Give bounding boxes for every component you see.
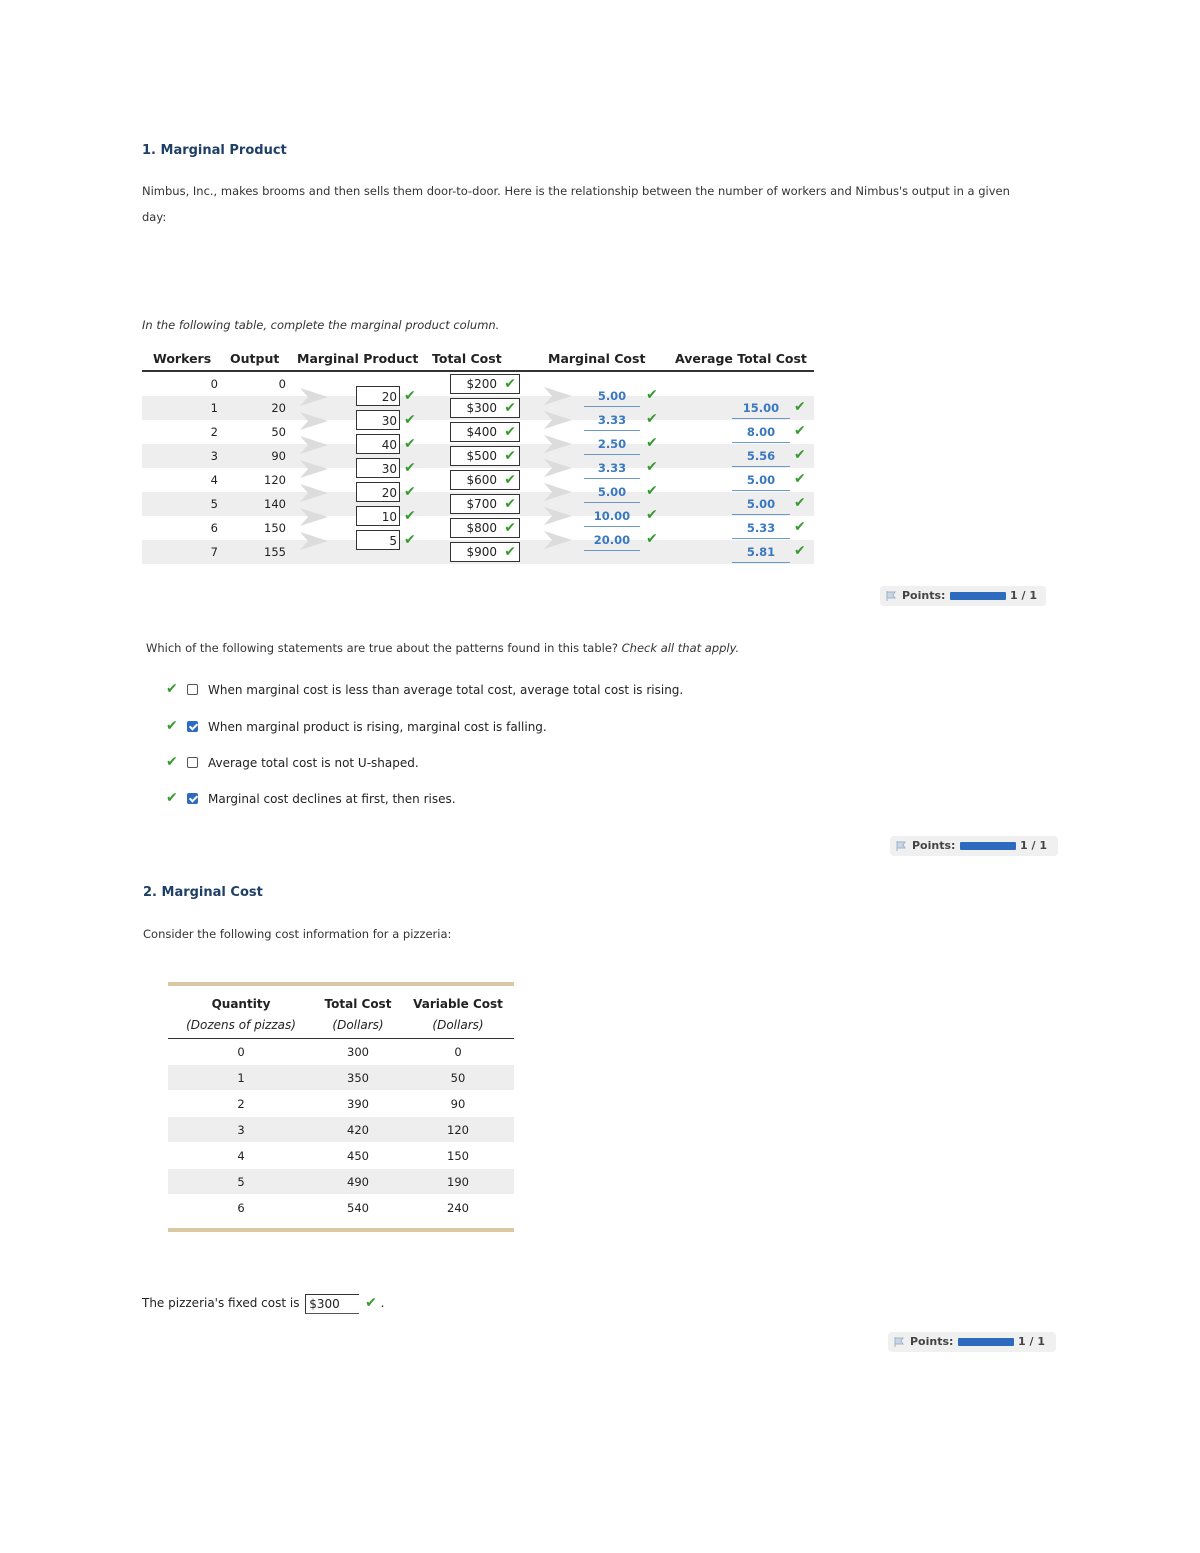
check-icon: ✔ [646,531,658,547]
table-bottom-border [168,1228,514,1232]
cell-output: 155 [264,545,286,559]
check-icon: ✔ [646,507,658,523]
cell-workers: 3 [210,449,218,463]
header-variable-cost-unit: (Dollars) [432,1018,484,1032]
cell-workers: 7 [210,545,218,559]
q1-question-text: Which of the following statements are true about the patterns found in this table? [146,641,618,655]
header-output: Output [230,351,280,366]
check-icon: ✔ [504,472,516,488]
q2-intro: Consider the following cost information for a pizzeria: [143,927,452,941]
points-bar [958,1338,1014,1346]
checkbox[interactable] [187,757,198,768]
check-icon: ✔ [166,790,178,806]
chevron-right-icon [298,530,332,552]
check-icon: ✔ [794,519,806,535]
marginal-cost-value[interactable]: 5.00 [584,481,640,503]
check-icon: ✔ [504,424,516,440]
cell-output: 140 [264,497,286,511]
cell-output: 50 [271,425,286,439]
answer-option-label: Marginal cost declines at first, then rises. [208,792,456,806]
total-cost-value: $300 [466,401,497,415]
chevron-right-icon [542,505,576,527]
header-variable-cost: Variable Cost [413,997,503,1011]
marginal-product-input[interactable]: 20 [356,386,400,406]
check-icon: ✔ [365,1295,377,1311]
cell-quantity: 1 [237,1071,245,1085]
total-cost-value: $400 [466,425,497,439]
check-icon: ✔ [794,471,806,487]
header-marginal-cost: Marginal Cost [548,351,646,366]
average-total-cost-value[interactable]: 5.00 [732,469,790,491]
header-total-cost-unit: (Dollars) [332,1018,384,1032]
header-quantity-unit: (Dozens of pizzas) [186,1018,296,1032]
cell-output: 120 [264,473,286,487]
points-score: 1 / 1 [1020,839,1047,852]
chevron-right-icon [298,386,332,408]
points-badge-1 [880,586,1046,606]
check-icon: ✔ [504,496,516,512]
q1-title: 1. Marginal Product [142,143,287,158]
cell-quantity: 4 [237,1149,245,1163]
q1-question [146,641,739,655]
cell-variable-cost: 240 [447,1201,469,1215]
fixed-cost-prefix: The pizzeria's fixed cost is [142,1296,300,1310]
check-icon: ✔ [794,423,806,439]
marginal-cost-value[interactable]: 20.00 [584,529,640,551]
check-icon: ✔ [404,412,416,428]
total-cost-value: $500 [466,449,497,463]
check-icon: ✔ [166,681,178,697]
cell-quantity: 6 [237,1201,245,1215]
check-icon: ✔ [794,543,806,559]
average-total-cost-value[interactable]: 8.00 [732,421,790,443]
marginal-product-table [142,348,814,569]
points-label: Points: [910,1335,954,1348]
flag-icon [894,1337,904,1347]
chevron-right-icon [298,506,332,528]
cell-workers: 1 [210,401,218,415]
points-label: Points: [912,839,956,852]
cell-variable-cost: 0 [454,1045,462,1059]
average-total-cost-value[interactable]: 5.00 [732,493,790,515]
total-cost-field [450,398,520,418]
check-icon: ✔ [646,459,658,475]
q1-instruction: In the following table, complete the marginal product column. [142,318,500,332]
points-badge-3 [888,1332,1056,1352]
q1-intro-line1: Nimbus, Inc., makes brooms and then sells them door-to-door. Here is the relationship between the number of workers and Nimbus's output in a given [142,184,1010,198]
fixed-cost-sentence [142,1292,385,1314]
average-total-cost-value[interactable]: 5.56 [732,445,790,467]
checkbox[interactable] [187,684,198,695]
marginal-cost-value[interactable]: 2.50 [584,433,640,455]
total-cost-field [450,542,520,562]
cell-output: 20 [271,401,286,415]
flag-icon [896,841,906,851]
total-cost-field [450,518,520,538]
q1-intro-line2: day: [142,210,167,224]
fixed-cost-suffix: . [380,1296,385,1310]
cell-quantity: 3 [237,1123,245,1137]
check-icon: ✔ [504,544,516,560]
points-score: 1 / 1 [1010,589,1037,602]
header-total-cost: Total Cost [432,351,502,366]
cell-total-cost: 390 [347,1097,369,1111]
cell-variable-cost: 150 [447,1149,469,1163]
answer-option-label: Average total cost is not U-shaped. [208,756,419,770]
average-total-cost-value[interactable]: 5.33 [732,517,790,539]
cell-total-cost: 420 [347,1123,369,1137]
cell-output: 90 [271,449,286,463]
marginal-product-input[interactable]: 10 [356,506,400,526]
check-icon: ✔ [504,520,516,536]
table-top-border [168,982,514,986]
chevron-right-icon [298,434,332,456]
cell-quantity: 5 [237,1175,245,1189]
chevron-right-icon [542,409,576,431]
total-cost-value: $200 [466,377,497,391]
cell-quantity: 0 [237,1045,245,1059]
check-icon: ✔ [404,460,416,476]
total-cost-field [450,470,520,490]
check-icon: ✔ [504,400,516,416]
fixed-cost-input[interactable]: $300 [305,1294,359,1314]
marginal-product-input[interactable]: 30 [356,458,400,478]
answer-option-label: When marginal cost is less than average total cost, average total cost is rising. [208,683,684,697]
pizzeria-cost-table [168,982,514,1234]
points-score: 1 / 1 [1018,1335,1045,1348]
cell-variable-cost: 190 [447,1175,469,1189]
chevron-right-icon [542,433,576,455]
cell-workers: 5 [210,497,218,511]
header-workers: Workers [153,351,212,366]
chevron-right-icon [298,482,332,504]
q2-title: 2. Marginal Cost [143,885,263,900]
cell-variable-cost: 90 [450,1097,466,1111]
check-icon: ✔ [404,388,416,404]
check-icon: ✔ [646,387,658,403]
check-icon: ✔ [404,532,416,548]
check-icon: ✔ [166,754,178,770]
cell-workers: 4 [210,473,218,487]
cell-total-cost: 450 [347,1149,369,1163]
header-quantity: Quantity [211,997,271,1011]
check-icon: ✔ [646,483,658,499]
total-cost-value: $800 [466,521,497,535]
points-label: Points: [902,589,946,602]
flag-icon [886,591,896,601]
checkbox[interactable] [187,721,198,732]
marginal-cost-value[interactable]: 10.00 [584,505,640,527]
chevron-right-icon [298,410,332,432]
check-icon: ✔ [404,436,416,452]
points-bar [950,592,1006,600]
total-cost-field [450,494,520,514]
cell-total-cost: 490 [347,1175,369,1189]
marginal-cost-value[interactable]: 3.33 [584,457,640,479]
check-icon: ✔ [504,376,516,392]
marginal-cost-value[interactable]: 3.33 [584,409,640,431]
header-total-cost: Total Cost [324,997,392,1011]
total-cost-value: $900 [466,545,497,559]
chevron-right-icon [542,457,576,479]
total-cost-field [450,446,520,466]
cell-quantity: 2 [237,1097,245,1111]
cell-total-cost: 300 [347,1045,369,1059]
marginal-product-input[interactable]: 5 [356,530,400,550]
chevron-right-icon [542,529,576,551]
cell-workers: 2 [210,425,218,439]
cell-output: 150 [264,521,286,535]
total-cost-field [450,374,520,394]
check-icon: ✔ [794,399,806,415]
cell-total-cost: 540 [347,1201,369,1215]
average-total-cost-value[interactable]: 5.81 [732,541,790,563]
checkbox[interactable] [187,793,198,804]
points-badge-2 [890,836,1058,856]
cell-variable-cost: 50 [450,1071,466,1085]
check-icon: ✔ [404,508,416,524]
check-icon: ✔ [504,448,516,464]
points-bar [960,842,1016,850]
check-icon: ✔ [166,718,178,734]
cell-total-cost: 350 [347,1071,369,1085]
total-cost-value: $600 [466,473,497,487]
cell-variable-cost: 120 [447,1123,469,1137]
check-icon: ✔ [794,447,806,463]
total-cost-field [450,422,520,442]
check-icon: ✔ [646,435,658,451]
average-total-cost-value[interactable]: 15.00 [732,397,790,419]
total-cost-value: $700 [466,497,497,511]
header-marginal-product: Marginal Product [297,351,419,366]
chevron-right-icon [298,458,332,480]
marginal-product-input[interactable]: 40 [356,434,400,454]
header-average-total-cost: Average Total Cost [675,351,807,366]
cell-workers: 6 [210,521,218,535]
cell-workers: 0 [210,377,218,391]
cell-output: 0 [278,377,286,391]
check-icon: ✔ [646,411,658,427]
chevron-right-icon [542,481,576,503]
marginal-product-input[interactable]: 20 [356,482,400,502]
chevron-right-icon [542,385,576,407]
marginal-product-input[interactable]: 30 [356,410,400,430]
check-icon: ✔ [794,495,806,511]
answer-option-label: When marginal product is rising, marginal cost is falling. [208,720,547,734]
marginal-cost-value[interactable]: 5.00 [584,385,640,407]
check-icon: ✔ [404,484,416,500]
q1-question-hint: Check all that apply. [621,641,740,655]
